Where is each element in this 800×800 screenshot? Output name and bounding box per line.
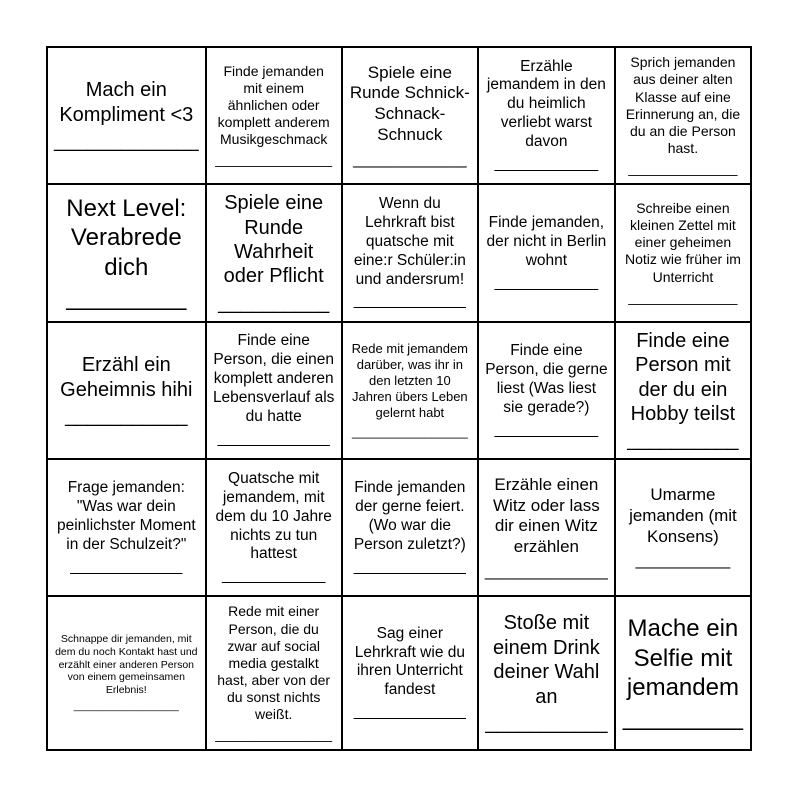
bingo-cell-text: Erzähl ein Geheimnis hihi: [60, 354, 193, 401]
bingo-cell[interactable]: [342, 47, 478, 184]
signature-line: _____________: [484, 560, 608, 580]
bingo-cell[interactable]: [342, 184, 478, 322]
bingo-cell[interactable]: [206, 322, 342, 460]
signature-line: _____________: [353, 292, 466, 310]
bingo-cell[interactable]: [206, 47, 342, 184]
bingo-cell[interactable]: [47, 322, 206, 460]
signature-line: ___________: [65, 404, 188, 427]
bingo-cell[interactable]: [478, 596, 615, 750]
bingo-cell[interactable]: [615, 322, 751, 460]
signature-line: ____________: [494, 273, 599, 291]
bingo-cell-text: Finde jemanden mit einem ähnlichen oder komplett anderem Musikgeschmack: [217, 62, 330, 148]
signature-line: _______________: [215, 726, 333, 742]
bingo-cell[interactable]: [478, 459, 615, 596]
bingo-cell[interactable]: [342, 596, 478, 750]
signature-line: _____________: [353, 557, 466, 575]
signature-line: _____________: [54, 129, 199, 152]
signature-line: _______________: [215, 151, 333, 168]
signature-line: ____________: [353, 148, 467, 168]
bingo-cell-text: Erzähle jemandem in den du heimlich verliebt warst davon: [486, 57, 606, 151]
bingo-cell-text: Frage jemanden: "Was war dein peinlichster Moment in der Schulzeit?": [56, 479, 196, 554]
signature-line: ________________: [352, 423, 468, 439]
bingo-cell-text: Finde eine Person, die gerne liest (Was liest sie gerade?): [485, 341, 608, 416]
signature-line: ____________: [494, 155, 599, 173]
bingo-cell-text: Rede mit einer Person, die du zwar auf social media gestalkt hast, aber von der du sonst nichts weißt.: [217, 603, 331, 722]
signature-line: _________: [622, 704, 743, 732]
signature-line: ____________: [494, 420, 599, 438]
bingo-cell-text: Finde eine Person mit der du ein Hobby teilst: [630, 329, 736, 425]
bingo-cell-text: Mach ein Kompliment <3: [59, 79, 194, 126]
signature-line: __________: [627, 429, 739, 452]
signature-line: __________: [635, 550, 731, 570]
bingo-cell-text: Finde eine Person, die einen komplett anderen Lebensverlauf als du hatte: [212, 332, 335, 426]
bingo-cell-text: Umarme jemanden (mit Konsens): [629, 485, 737, 546]
signature-line: __________: [218, 291, 330, 314]
bingo-cell-text: Erzähle einen Witz oder lass dir einen Witz erzählen: [493, 474, 600, 557]
bingo-cell[interactable]: [47, 459, 206, 596]
bingo-cell-text: Schreibe einen kleinen Zettel mit einer geheimen Notiz wie früher im Unterricht: [624, 200, 741, 285]
bingo-cell[interactable]: [47, 47, 206, 184]
signature-line: ______________: [628, 288, 738, 305]
bingo-cell[interactable]: [342, 322, 478, 460]
bingo-cell-text: Schnappe dir jemanden, mit dem du noch Kontakt hast und erzählt einer anderen Person von einem gemeinsamen Erlebnis!: [55, 632, 198, 697]
signature-line: _____________: [217, 430, 330, 448]
bingo-cell[interactable]: [615, 184, 751, 322]
bingo-cell-text: Stoße mit einem Drink deiner Wahl an: [493, 612, 600, 708]
bingo-cell[interactable]: [206, 184, 342, 322]
bingo-cell-text: Sprich jemanden aus deiner alten Klasse auf eine Erinnerung an, die du an die Person hast.: [625, 54, 741, 156]
bingo-cell-text: Next Level: Verabrede dich: [66, 195, 187, 281]
signature-line: _________: [66, 283, 187, 311]
bingo-cell[interactable]: [615, 47, 751, 184]
signature-line: ______________: [628, 159, 738, 176]
signature-line: _____________: [70, 557, 183, 575]
bingo-cell[interactable]: [478, 184, 615, 322]
bingo-cell[interactable]: [47, 184, 206, 322]
bingo-cell-text: Sag einer Lehrkraft wie du ihren Unterricht fandest: [354, 624, 465, 699]
signature-line: ___________: [485, 712, 608, 734]
bingo-cell[interactable]: [47, 596, 206, 750]
bingo-cell[interactable]: [615, 596, 751, 750]
signature-line: _____________: [353, 703, 466, 721]
signature-line: ____________: [221, 567, 326, 585]
bingo-board: [46, 46, 752, 751]
bingo-cell-text: Wenn du Lehrkraft bist quatsche mit eine:r Schüler:in und andersrum!: [353, 194, 466, 288]
bingo-cell[interactable]: [478, 47, 615, 184]
bingo-cell[interactable]: [615, 459, 751, 596]
signature-line: __________________: [73, 699, 179, 712]
bingo-cell[interactable]: [478, 322, 615, 460]
bingo-cell[interactable]: [206, 459, 342, 596]
bingo-cell-text: Finde jemanden, der nicht in Berlin wohnt: [486, 213, 607, 269]
bingo-cell[interactable]: [206, 596, 342, 750]
bingo-cell-text: Rede mit jemandem darüber, was ihr in den letzten 10 Jahren übers Leben gelernt habt: [351, 341, 468, 420]
bingo-cell-text: Mache ein Selfie mit jemandem: [626, 615, 739, 701]
bingo-cell[interactable]: [342, 459, 478, 596]
bingo-cell-text: Spiele eine Runde Wahrheit oder Pflicht: [223, 192, 324, 288]
bingo-cell-text: Finde jemanden der gerne feiert. (Wo war die Person zuletzt?): [353, 479, 466, 554]
bingo-cell-text: Spiele eine Runde Schnick-Schnack-Schnuck: [349, 62, 470, 144]
bingo-cell-text: Quatsche mit jemandem, mit dem du 10 Jahre nichts zu tun hattest: [215, 469, 332, 563]
